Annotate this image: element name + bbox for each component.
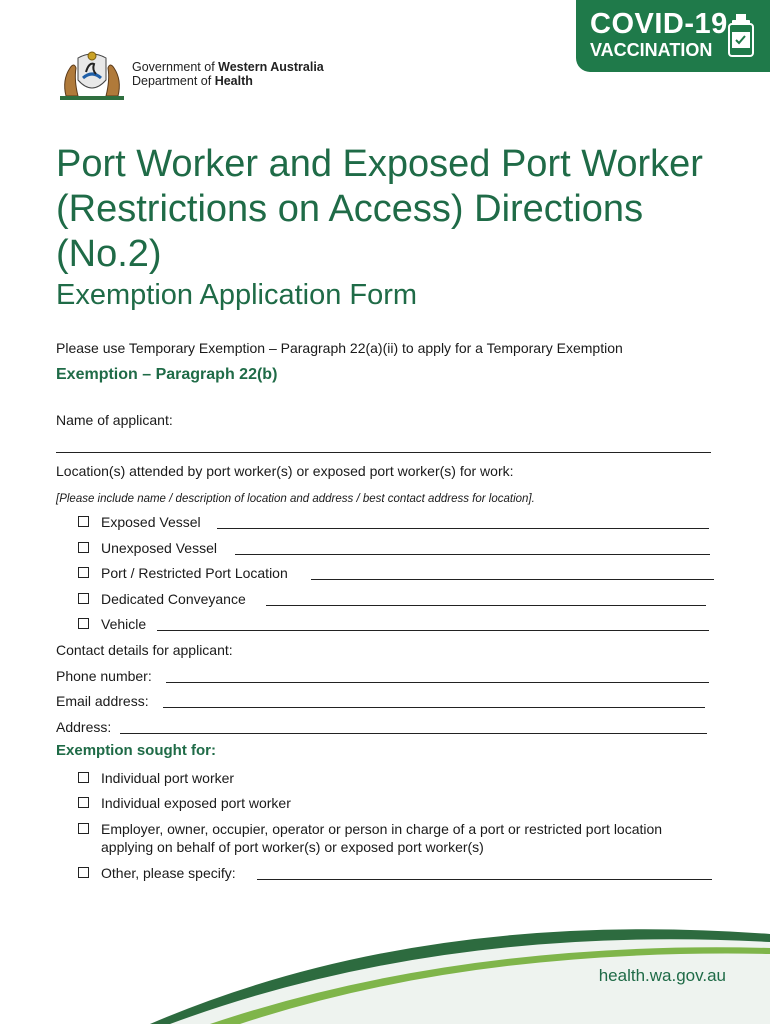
checkbox[interactable]	[78, 567, 89, 578]
vehicle-field[interactable]	[157, 630, 709, 631]
gov-line2-normal: Department of	[132, 74, 215, 88]
sought-option-individual-port-worker[interactable]	[78, 770, 234, 787]
gov-line1-bold: Western Australia	[218, 60, 324, 74]
option-label: Employer, owner, occupier, operator or person in charge of a port or restricted port location	[101, 821, 663, 837]
sought-option-employer[interactable]	[78, 821, 662, 838]
port-location-field[interactable]	[311, 579, 714, 580]
wa-government-crest-logo	[56, 50, 128, 102]
sought-option-employer-line2: applying on behalf of port worker(s) or exposed port worker(s)	[101, 839, 484, 855]
checkbox[interactable]	[78, 867, 89, 878]
other-specify-field[interactable]	[257, 879, 712, 880]
location-option-exposed-vessel[interactable]	[78, 514, 201, 531]
phone-number-field[interactable]	[166, 682, 709, 683]
option-label: Dedicated Conveyance	[101, 591, 246, 607]
checkbox[interactable]	[78, 772, 89, 783]
sought-option-other[interactable]	[78, 865, 236, 882]
dedicated-conveyance-field[interactable]	[266, 605, 706, 606]
footer-website-url[interactable]: health.wa.gov.au	[598, 966, 726, 985]
option-label: Individual port worker	[101, 770, 235, 786]
checkbox[interactable]	[78, 516, 89, 527]
phone-number-label: Phone number:	[56, 668, 152, 684]
location-option-vehicle[interactable]	[78, 616, 146, 633]
document-subtitle: Exemption Application Form	[56, 279, 418, 311]
checkbox[interactable]	[78, 797, 89, 808]
checkbox[interactable]	[78, 593, 89, 604]
address-label: Address:	[56, 719, 112, 735]
section-heading-paragraph-22b: Exemption – Paragraph 22(b)	[56, 366, 278, 383]
checkbox[interactable]	[78, 823, 89, 834]
document-title: Port Worker and Exposed Port Worker (Restrictions on Access) Directions (No.2)	[56, 143, 703, 275]
unexposed-vessel-field[interactable]	[235, 554, 710, 555]
badge-line1: COVID-19	[590, 8, 728, 40]
location-option-port-restricted[interactable]	[78, 565, 288, 582]
name-of-applicant-label: Name of applicant:	[56, 412, 173, 428]
option-label: Port / Restricted Port Location	[101, 565, 288, 581]
option-label: Individual exposed port worker	[101, 795, 291, 811]
option-label: Vehicle	[101, 616, 147, 632]
checkbox[interactable]	[78, 618, 89, 629]
badge-line2: VACCINATION	[590, 40, 713, 60]
gov-line2-bold: Health	[214, 74, 253, 88]
government-department-text	[132, 60, 324, 88]
locations-note: [Please include name / description of location and address / best contact address for location].	[56, 493, 535, 505]
name-of-applicant-field[interactable]	[56, 452, 711, 453]
option-label: Unexposed Vessel	[101, 540, 217, 556]
vaccine-vial-icon	[726, 14, 756, 58]
locations-label: Location(s) attended by port worker(s) or exposed port worker(s) for work:	[56, 463, 514, 479]
exposed-vessel-field[interactable]	[217, 528, 709, 529]
checkbox[interactable]	[78, 542, 89, 553]
location-option-unexposed-vessel[interactable]	[78, 540, 217, 557]
sought-option-individual-exposed-port-worker[interactable]	[78, 795, 291, 812]
contact-details-label: Contact details for applicant:	[56, 642, 233, 658]
email-address-label: Email address:	[56, 693, 149, 709]
intro-text: Please use Temporary Exemption – Paragraph 22(a)(ii) to apply for a Temporary Exemption	[56, 340, 623, 356]
covid-vaccination-badge	[576, 0, 770, 72]
location-option-dedicated-conveyance[interactable]	[78, 591, 246, 608]
exemption-sought-heading: Exemption sought for:	[56, 742, 216, 759]
gov-line1-normal: Government of	[132, 60, 219, 74]
option-label: Other, please specify:	[101, 865, 236, 881]
option-label: Exposed Vessel	[101, 514, 201, 530]
address-field[interactable]	[120, 733, 707, 734]
email-address-field[interactable]	[163, 707, 705, 708]
